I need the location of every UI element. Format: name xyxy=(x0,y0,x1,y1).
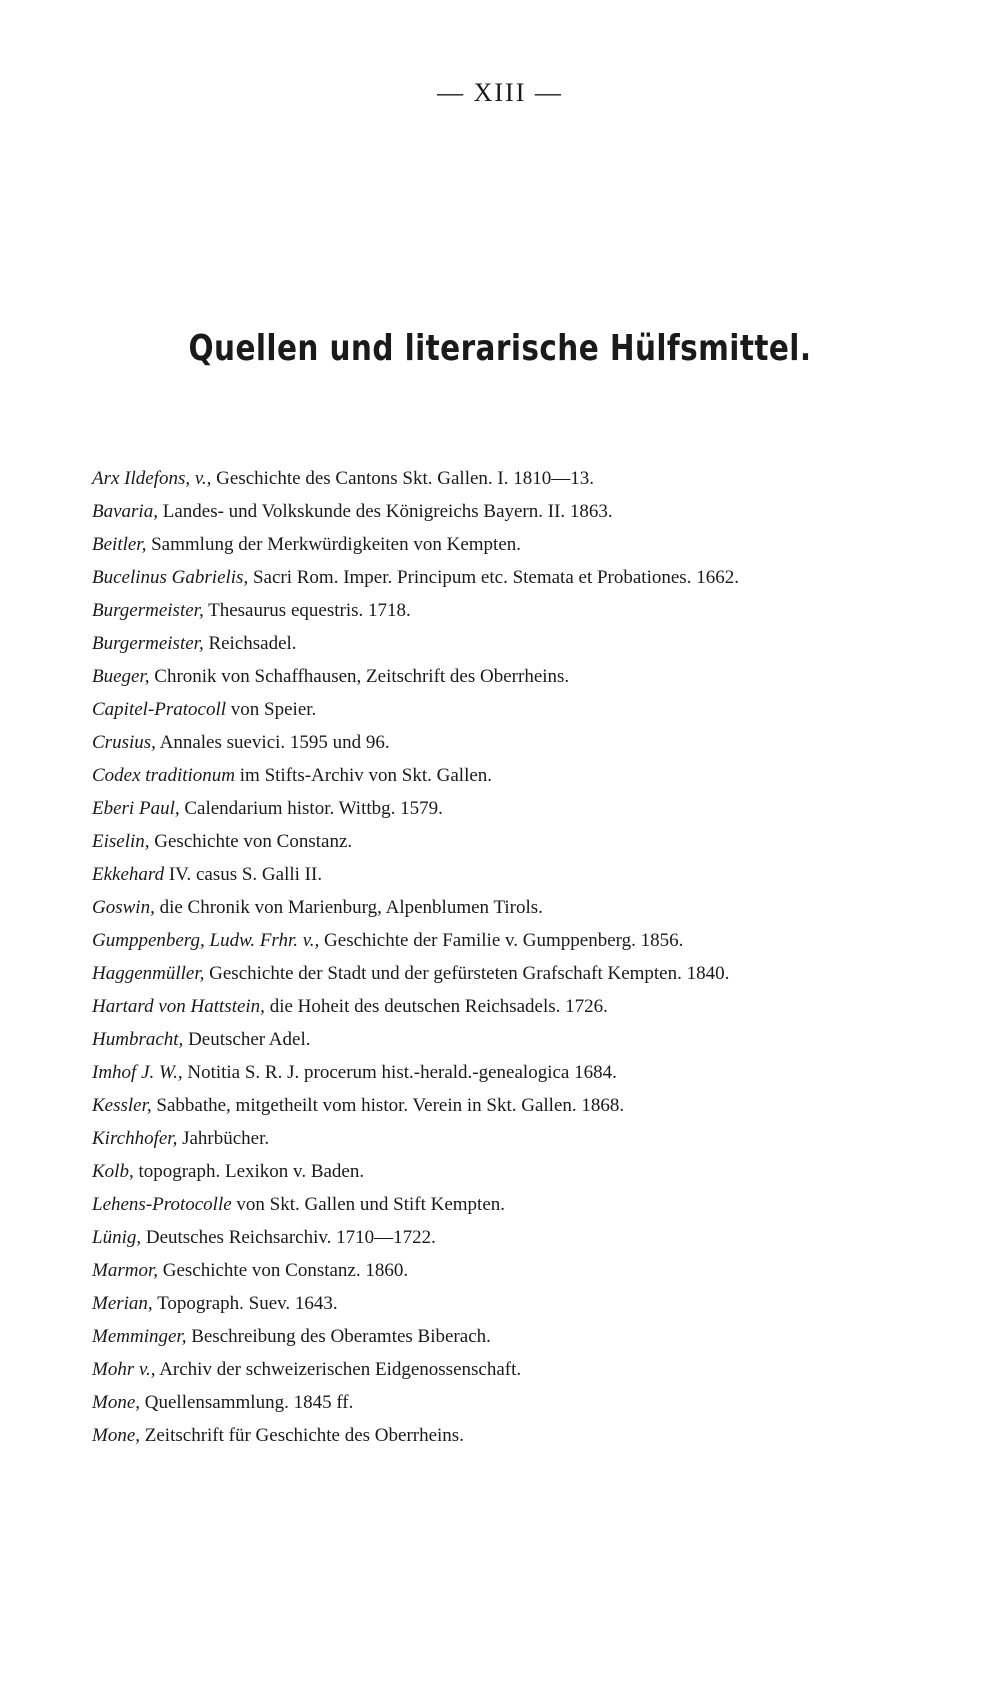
entry-text: topograph. Lexikon v. Baden. xyxy=(133,1161,365,1182)
entry-text: Reichsadel. xyxy=(203,633,297,654)
entry-author: Burgermeister, xyxy=(92,633,204,654)
bibliography-entry xyxy=(92,627,932,660)
entry-text: Notitia S. R. J. procerum hist.-herald.-genealogica 1684. xyxy=(182,1062,617,1083)
bibliography-entry xyxy=(92,858,932,891)
entry-author: Haggenmüller, xyxy=(92,963,205,984)
bibliography-entry xyxy=(92,660,932,693)
entry-text: Beschreibung des Oberamtes Biberach. xyxy=(186,1326,491,1347)
entry-author: Bucelinus Gabrielis, xyxy=(92,567,249,588)
entry-text: Calendarium histor. Wittbg. 1579. xyxy=(179,798,443,819)
bibliography-entry xyxy=(92,561,932,594)
bibliography-entry xyxy=(92,891,932,924)
bibliography-entry xyxy=(92,957,932,990)
entry-text: Archiv der schweizerischen Eidgenossenschaft. xyxy=(155,1359,522,1380)
entry-text: Topograph. Suev. 1643. xyxy=(152,1293,338,1314)
bibliography-entry xyxy=(92,1254,932,1287)
bibliography-entry xyxy=(92,693,932,726)
entry-text: Zeitschrift für Geschichte des Oberrheins. xyxy=(140,1425,464,1446)
bibliography-entry xyxy=(92,1155,932,1188)
entry-author: Marmor, xyxy=(92,1260,158,1281)
entry-text: Chronik von Schaffhausen, Zeitschrift des Oberrheins. xyxy=(149,666,570,687)
entry-text: die Chronik von Marienburg, Alpenblumen Tirols. xyxy=(154,897,543,918)
bibliography-entry xyxy=(92,594,932,627)
entry-author: Memminger, xyxy=(92,1326,187,1347)
entry-author: Bueger, xyxy=(92,666,150,687)
bibliography-entry xyxy=(92,825,932,858)
entry-author: Burgermeister, xyxy=(92,600,204,621)
entry-text: Thesaurus equestris. 1718. xyxy=(203,600,411,621)
entry-text: Geschichte des Cantons Skt. Gallen. I. 1810—13. xyxy=(211,468,595,489)
entry-text: Jahrbücher. xyxy=(177,1128,270,1149)
bibliography-entry xyxy=(92,1386,932,1419)
entry-author: Capitel-Pratocoll xyxy=(92,699,227,720)
entry-text: von Speier. xyxy=(226,699,317,720)
entry-author: Lehens-Protocolle xyxy=(92,1194,232,1215)
entry-text: Deutsches Reichsarchiv. 1710—1722. xyxy=(141,1227,436,1248)
entry-author: Mohr v., xyxy=(92,1359,156,1380)
entry-text: Geschichte der Stadt und der gefürsteten Grafschaft Kempten. 1840. xyxy=(204,963,730,984)
entry-text: Annales suevici. 1595 und 96. xyxy=(155,732,390,753)
bibliography-entry xyxy=(92,792,932,825)
entry-author: Mone, xyxy=(92,1425,141,1446)
entry-author: Codex traditionum xyxy=(92,765,236,786)
entry-text: im Stifts-Archiv von Skt. Gallen. xyxy=(235,765,493,786)
bibliography-entry xyxy=(92,1287,932,1320)
bibliography-entry xyxy=(92,1056,932,1089)
entry-author: Goswin, xyxy=(92,897,155,918)
bibliography-entry xyxy=(92,990,932,1023)
entry-author: Humbracht, xyxy=(92,1029,184,1050)
entry-author: Lünig, xyxy=(92,1227,142,1248)
entry-text: die Hoheit des deutschen Reichsadels. 1726. xyxy=(264,996,608,1017)
bibliography-entry xyxy=(92,1089,932,1122)
bibliography-entry xyxy=(92,462,932,495)
entry-text: Geschichte der Familie v. Gumppenberg. 1856. xyxy=(319,930,684,951)
entry-author: Hartard von Hattstein, xyxy=(92,996,265,1017)
entry-text: Geschichte von Constanz. 1860. xyxy=(157,1260,409,1281)
entry-author: Arx Ildefons, v., xyxy=(92,468,212,489)
bibliography-entry xyxy=(92,1122,932,1155)
bibliography-entry xyxy=(92,1023,932,1056)
entry-author: Imhof J. W., xyxy=(92,1062,183,1083)
entry-text: von Skt. Gallen und Stift Kempten. xyxy=(231,1194,506,1215)
bibliography-entry xyxy=(92,1419,932,1452)
bibliography-entry xyxy=(92,1353,932,1386)
entry-author: Mone, xyxy=(92,1392,141,1413)
bibliography-entry xyxy=(92,495,932,528)
entry-author: Merian, xyxy=(92,1293,153,1314)
entry-text: Quellensammlung. 1845 ff. xyxy=(140,1392,354,1413)
entry-author: Crusius, xyxy=(92,732,156,753)
entry-author: Ekkehard xyxy=(92,864,165,885)
bibliography-list xyxy=(92,462,932,1452)
bibliography-entry xyxy=(92,759,932,792)
entry-author: Bavaria, xyxy=(92,501,158,522)
entry-author: Beitler, xyxy=(92,534,147,555)
bibliography-entry xyxy=(92,1188,932,1221)
page-title: Quellen und literarische Hülfsmittel. xyxy=(188,328,812,369)
page-number: — XIII — xyxy=(437,78,563,107)
entry-author: Kolb, xyxy=(92,1161,134,1182)
entry-text: Landes- und Volkskunde des Königreichs Bayern. II. 1863. xyxy=(157,501,613,522)
entry-text: Sabbathe, mitgetheilt vom histor. Verein in Skt. Gallen. 1868. xyxy=(151,1095,625,1116)
entry-author: Kessler, xyxy=(92,1095,152,1116)
entry-text: Deutscher Adel. xyxy=(183,1029,311,1050)
entry-author: Kirchhofer, xyxy=(92,1128,178,1149)
entry-text: Sammlung der Merkwürdigkeiten von Kempten. xyxy=(146,534,522,555)
entry-text: Sacri Rom. Imper. Principum etc. Stemata et Probationes. 1662. xyxy=(248,567,739,588)
bibliography-entry xyxy=(92,726,932,759)
bibliography-entry xyxy=(92,1320,932,1353)
bibliography-entry xyxy=(92,1221,932,1254)
entry-author: Gumppenberg, Ludw. Frhr. v., xyxy=(92,930,320,951)
entry-text: IV. casus S. Galli II. xyxy=(164,864,323,885)
bibliography-entry xyxy=(92,924,932,957)
entry-author: Eberi Paul, xyxy=(92,798,180,819)
bibliography-entry xyxy=(92,528,932,561)
entry-text: Geschichte von Constanz. xyxy=(149,831,353,852)
entry-author: Eiselin, xyxy=(92,831,150,852)
